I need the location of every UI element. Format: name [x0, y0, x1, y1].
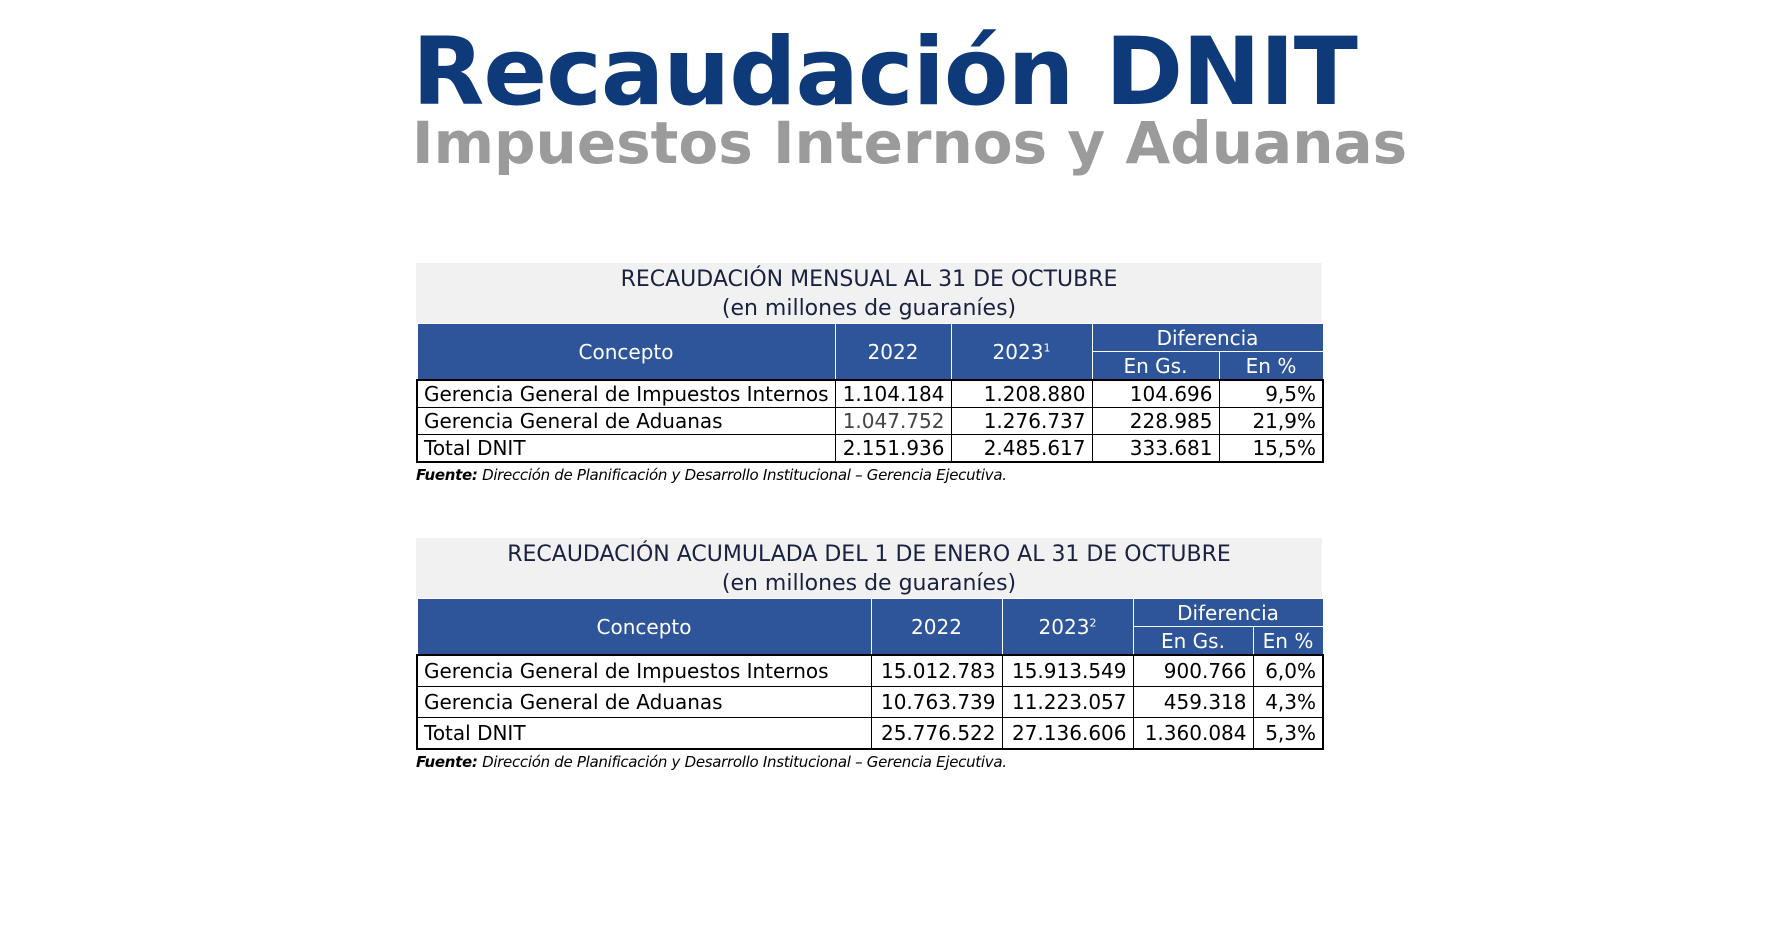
source-text: Dirección de Planificación y Desarrollo Institucional – Gerencia Ejecutiva. [482, 466, 1007, 484]
cell-diff-pct: 21,9% [1219, 408, 1323, 435]
col-header-2023 [951, 324, 1092, 381]
cell-concept: Gerencia General de Aduanas [417, 687, 871, 718]
cell-diff-pct: 9,5% [1219, 380, 1323, 408]
cell-diff-gs: 459.318 [1133, 687, 1253, 718]
table-row-total [417, 718, 1323, 750]
cell-diff-gs: 228.985 [1092, 408, 1219, 435]
cell-diff-pct: 15,5% [1219, 435, 1323, 463]
cell-diff-gs: 900.766 [1133, 655, 1253, 687]
cell-concept: Gerencia General de Impuestos Internos [417, 655, 871, 687]
cell-2022: 25.776.522 [871, 718, 1002, 750]
table-row [417, 687, 1323, 718]
cumulative-table [416, 598, 1324, 750]
cumulative-table-title: RECAUDACIÓN ACUMULADA DEL 1 DE ENERO AL 31 DE OCTUBRE [507, 542, 1231, 567]
cell-2023: 15.913.549 [1002, 655, 1133, 687]
cell-2022: 2.151.936 [835, 435, 951, 463]
monthly-table-section [416, 263, 1322, 484]
page-title: Recaudación DNIT [412, 18, 1357, 127]
col-header-en-gs: En Gs. [1092, 352, 1219, 381]
cell-concept: Gerencia General de Aduanas [417, 408, 835, 435]
cell-2022: 10.763.739 [871, 687, 1002, 718]
footnote-marker: 1 [1043, 340, 1051, 354]
col-header-2022: 2022 [835, 324, 951, 381]
col-header-2023-label: 2023 [1038, 614, 1090, 639]
col-header-2022: 2022 [871, 599, 1002, 656]
col-header-2023-label: 2023 [992, 339, 1044, 364]
monthly-table-units: (en millones de guaraníes) [721, 296, 1017, 321]
footnote-marker: 2 [1089, 615, 1097, 629]
col-header-en-gs: En Gs. [1133, 627, 1253, 656]
source-label: Fuente: [416, 753, 478, 771]
monthly-table-caption [416, 263, 1322, 323]
table-row [417, 408, 1323, 435]
cumulative-table-caption [416, 538, 1322, 598]
source-label: Fuente: [416, 466, 478, 484]
col-header-en-pct: En % [1253, 627, 1323, 656]
cell-2022: 15.012.783 [871, 655, 1002, 687]
cell-diff-pct: 5,3% [1253, 718, 1323, 750]
cell-2023: 11.223.057 [1002, 687, 1133, 718]
monthly-table-title: RECAUDACIÓN MENSUAL AL 31 DE OCTUBRE [620, 267, 1118, 292]
source-text: Dirección de Planificación y Desarrollo Institucional – Gerencia Ejecutiva. [482, 753, 1007, 771]
cumulative-table-units: (en millones de guaraníes) [721, 571, 1017, 596]
cumulative-source-note [416, 753, 1322, 771]
cell-2022: 1.104.184 [835, 380, 951, 408]
col-header-2023 [1002, 599, 1133, 656]
cell-concept: Total DNIT [417, 718, 871, 750]
monthly-source-note [416, 466, 1322, 484]
cell-concept: Gerencia General de Impuestos Internos [417, 380, 835, 408]
col-header-diferencia: Diferencia [1133, 599, 1323, 627]
cell-diff-gs: 104.696 [1092, 380, 1219, 408]
cell-diff-gs: 1.360.084 [1133, 718, 1253, 750]
cell-2023: 1.208.880 [951, 380, 1092, 408]
page-subtitle: Impuestos Internos y Aduanas [412, 109, 1408, 177]
cell-2022: 1.047.752 [835, 408, 951, 435]
col-header-concepto: Concepto [417, 599, 871, 656]
cell-diff-pct: 6,0% [1253, 655, 1323, 687]
col-header-en-pct: En % [1219, 352, 1323, 381]
monthly-table [416, 323, 1324, 463]
cell-diff-gs: 333.681 [1092, 435, 1219, 463]
cell-concept: Total DNIT [417, 435, 835, 463]
col-header-diferencia: Diferencia [1092, 324, 1323, 352]
cumulative-table-section [416, 538, 1322, 771]
cell-2023: 27.136.606 [1002, 718, 1133, 750]
cell-diff-pct: 4,3% [1253, 687, 1323, 718]
col-header-concepto: Concepto [417, 324, 835, 381]
table-row-total [417, 435, 1323, 463]
cell-2023: 1.276.737 [951, 408, 1092, 435]
table-row [417, 655, 1323, 687]
cell-2023: 2.485.617 [951, 435, 1092, 463]
table-row [417, 380, 1323, 408]
